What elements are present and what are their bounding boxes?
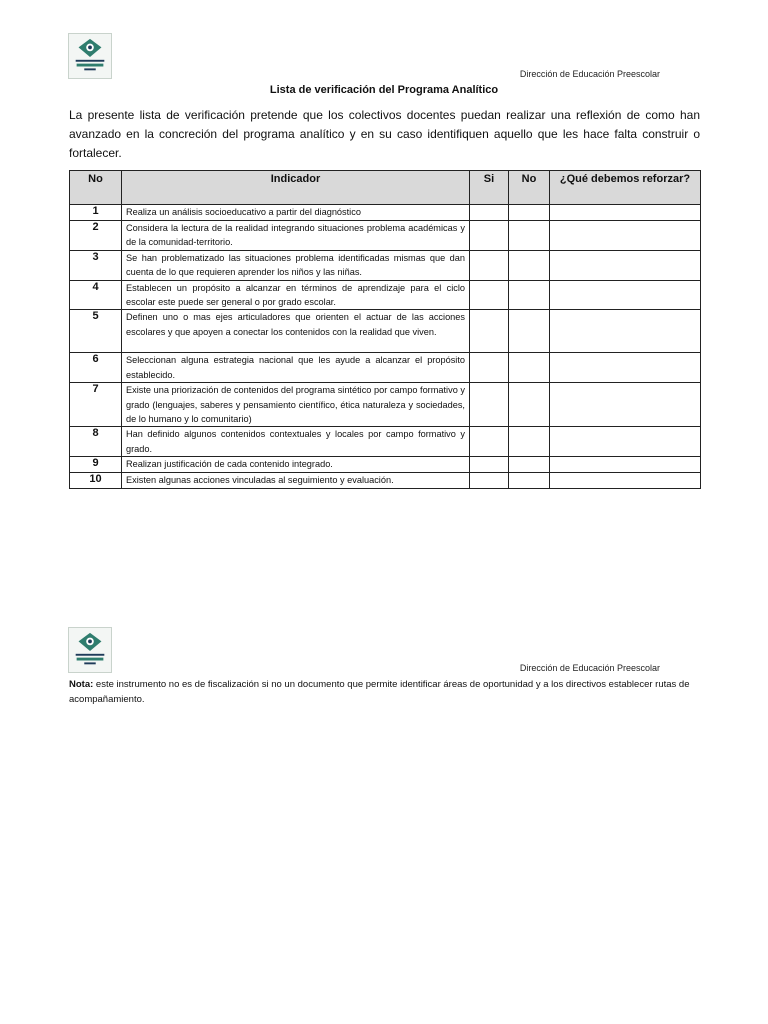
department-label-page-2: Dirección de Educación Preescolar [519,663,660,673]
reinforce-cell[interactable] [550,310,701,353]
no-cell[interactable] [509,383,550,427]
no-cell[interactable] [509,457,550,473]
reinforce-cell[interactable] [550,250,701,280]
header-reinforce: ¿Qué debemos reforzar? [550,171,701,205]
row-number: 3 [70,250,122,280]
reinforce-cell[interactable] [550,205,701,221]
no-cell[interactable] [509,280,550,310]
logo-text-line-3 [84,662,95,664]
table-header-row [70,171,701,205]
no-cell[interactable] [509,473,550,489]
row-number: 10 [70,473,122,489]
row-indicator: Considera la lectura de la realidad integrando situaciones problema académicas y de la comunidad-territorio. [122,221,470,251]
logo-text-line-3 [84,68,95,70]
header-no: No [70,171,122,205]
si-cell[interactable] [470,427,509,457]
logo-text-line-2 [77,658,104,661]
reinforce-cell[interactable] [550,457,701,473]
table-row [70,310,701,353]
si-cell[interactable] [470,383,509,427]
si-cell[interactable] [470,250,509,280]
no-cell[interactable] [509,310,550,353]
logo-page-2 [68,627,112,673]
row-number: 9 [70,457,122,473]
logo-text-line-1 [76,60,105,62]
logo-emblem-icon [69,34,111,78]
row-indicator: Existen algunas acciones vinculadas al seguimiento y evaluación. [122,473,470,489]
table-row [70,457,701,473]
logo-text-line-2 [77,64,104,67]
table-row [70,205,701,221]
row-indicator: Han definido algunos contenidos contextuales y locales por campo formativo y grado. [122,427,470,457]
reinforce-cell[interactable] [550,427,701,457]
row-indicator: Se han problematizado las situaciones problema identificadas mismas que dan cuenta de lo que requieren aprender los niños y las niñas. [122,250,470,280]
reinforce-cell[interactable] [550,280,701,310]
no-cell[interactable] [509,250,550,280]
si-cell[interactable] [470,310,509,353]
row-indicator: Establecen un propósito a alcanzar en términos de aprendizaje para el ciclo escolar este puede ser general o por grado escolar. [122,280,470,310]
reinforce-cell[interactable] [550,353,701,383]
row-indicator: Realiza un análisis socioeducativo a partir del diagnóstico [122,205,470,221]
row-number: 1 [70,205,122,221]
row-number: 6 [70,353,122,383]
table-row [70,280,701,310]
reinforce-cell[interactable] [550,473,701,489]
department-label: Dirección de Educación Preescolar [519,69,660,79]
row-indicator: Definen uno o mas ejes articuladores que orienten el actuar de las acciones escolares y que apoyen a conectar los contenidos con la realidad que viven. [122,310,470,353]
row-indicator: Seleccionan alguna estrategia nacional que les ayude a alcanzar el propósito establecido. [122,353,470,383]
header-no-answer: No [509,171,550,205]
si-cell[interactable] [470,457,509,473]
si-cell[interactable] [470,473,509,489]
intro-paragraph: La presente lista de verificación pretende que los colectivos docentes puedan realizar una reflexión de como han avanzado en la concreción del programa analítico y en su caso identifiquen aquello que les hace falta construir o fortalecer. [69,108,700,160]
note-paragraph [69,677,709,707]
note-text: este instrumento no es de fiscalización si no un documento que permite identificar áreas de oportunidad y a los directivos establecer rutas de acompañamiento. [69,679,690,705]
row-indicator: Realizan justificación de cada contenido integrado. [122,457,470,473]
row-number: 5 [70,310,122,353]
logo-emblem-icon [69,628,111,672]
reinforce-cell[interactable] [550,383,701,427]
row-number: 8 [70,427,122,457]
no-cell[interactable] [509,221,550,251]
header-si: Si [470,171,509,205]
si-cell[interactable] [470,205,509,221]
si-cell[interactable] [470,221,509,251]
row-indicator: Existe una priorización de contenidos del programa sintético por campo formativo y grado (lenguajes, saberes y pensamiento científico, ética naturaleza y sociedades, de lo humano y lo comunitario) [122,383,470,427]
row-number: 7 [70,383,122,427]
checklist-table [69,170,701,489]
no-cell[interactable] [509,353,550,383]
logo-text-line-1 [76,654,105,656]
table-row [70,383,701,427]
no-cell[interactable] [509,205,550,221]
table-row [70,353,701,383]
table-row [70,221,701,251]
table-row [70,427,701,457]
table-row [70,250,701,280]
row-number: 2 [70,221,122,251]
no-cell[interactable] [509,427,550,457]
note-label: Nota: [69,679,94,690]
logo [68,33,112,79]
header-indicator: Indicador [122,171,470,205]
si-cell[interactable] [470,280,509,310]
document-title: Lista de verificación del Programa Analítico [269,84,499,96]
si-cell[interactable] [470,353,509,383]
reinforce-cell[interactable] [550,221,701,251]
row-number: 4 [70,280,122,310]
table-row [70,473,701,489]
